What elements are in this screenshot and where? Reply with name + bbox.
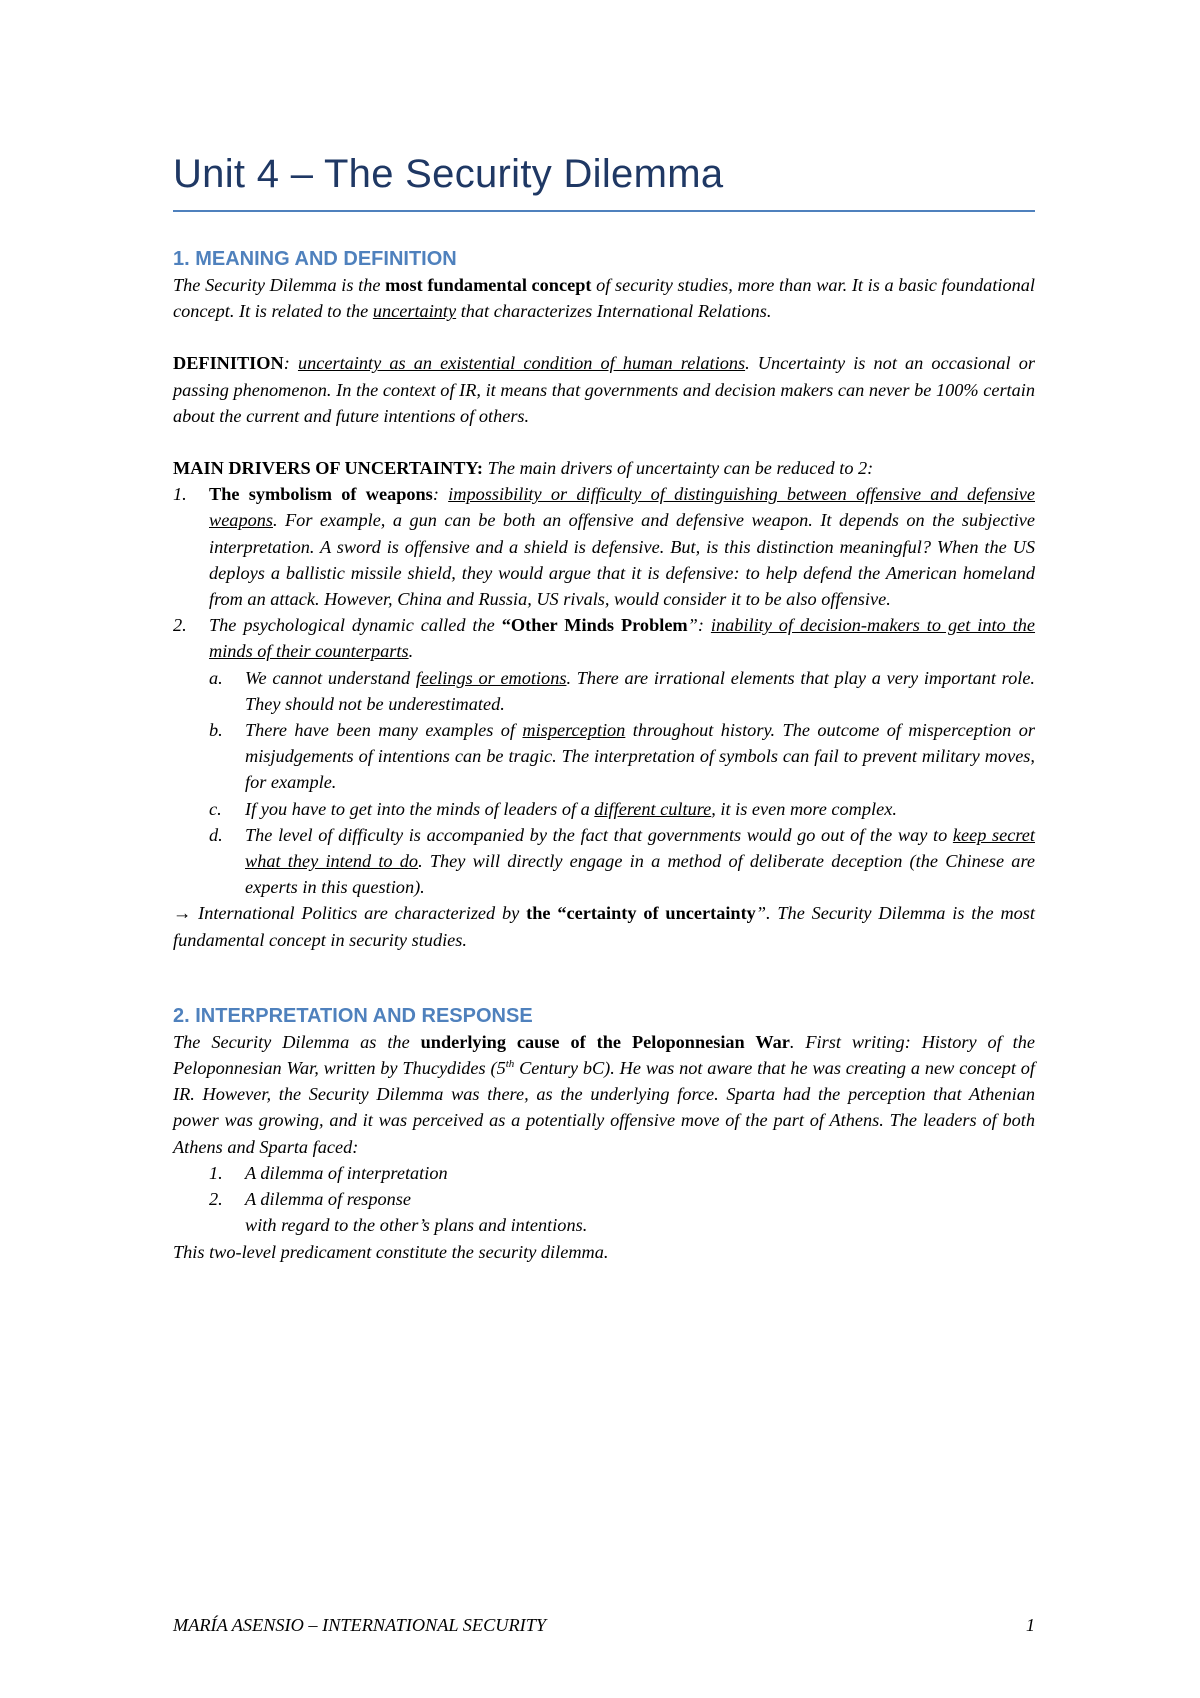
list-number: 1.: [209, 1162, 223, 1183]
sub-c-underlined: different culture: [594, 798, 712, 819]
list-continuation: with regard to the other’s plans and intentions.: [245, 1215, 588, 1236]
list-number: 2.: [173, 615, 187, 636]
item1-rest: . For example, a gun can be both an offensive and defensive weapon. It depends on the subjective interpretation. A sword is offensive and a shield is defensive. But, is this distinction meaningful? When the US deploys a ballistic missile shield, they would argue that it is defensive: to help defend the American homeland from an attack. However, China and Russia, US rivals, would consider it to be also offensive.: [209, 510, 1035, 610]
sub-list-letter: d.: [209, 824, 223, 845]
item1-bold: The symbolism of weapons: [209, 484, 433, 505]
section-2-paragraph: [173, 1029, 1035, 1160]
item2-underlined: inability of decision-makers to get into the minds of their counterparts: [209, 615, 1036, 662]
page-content: [173, 150, 1035, 1265]
section-1-heading: 1. MEANING AND DEFINITION: [173, 248, 457, 270]
s2-text-a: The Security Dilemma as the: [173, 1031, 421, 1052]
item1-colon: :: [432, 484, 449, 505]
list-item-text: A dilemma of response: [245, 1189, 412, 1210]
dilemma-list: [173, 1160, 1035, 1239]
s2-text-d: Century bC). He was not aware that he was creating a new concept of IR. However, the Security Dilemma was there, as the underlying force. Sparta had the perception that Athenian power was growing, and it was perceived as a potentially offensive move of the part of Athens. The leaders of both Athens and Sparta faced:: [173, 1058, 1036, 1157]
sub-list-item: [173, 822, 1035, 901]
list-item-text: A dilemma of interpretation: [245, 1162, 448, 1183]
page-footer: [173, 1612, 1035, 1638]
conclusion-post: ”. The Security Dilemma is the most fundamental concept in security studies.: [173, 903, 1035, 950]
sub-list-letter: c.: [209, 798, 222, 819]
item2-end: .: [408, 641, 414, 662]
item1-underlined: impossibility or difficulty of distinguishing between offensive and defensive weapons: [209, 484, 1035, 531]
list-number: 2.: [209, 1189, 223, 1210]
drivers-paragraph: [173, 455, 1035, 481]
s2-bold: underlying cause of the Peloponnesian War: [420, 1031, 790, 1052]
list-item: [173, 1186, 1035, 1212]
item2-pre: The psychological dynamic called the: [209, 615, 502, 636]
sub-b-pre: There have been many examples of: [245, 720, 523, 741]
section-2-heading: 2. INTERPRETATION AND RESPONSE: [173, 1004, 533, 1027]
conclusion-pre: International Politics are characterized by: [191, 903, 527, 924]
sub-list-letter: b.: [209, 720, 223, 741]
list-item: [173, 612, 1035, 664]
definition-colon: :: [283, 353, 298, 374]
sub-d-underlined: keep secret what they intend to do: [245, 824, 1035, 872]
page-number: 1: [1025, 1615, 1035, 1635]
section-2-closing: This two-level predicament constitute the security dilemma.: [173, 1241, 609, 1262]
sub-a-pre: We cannot understand: [245, 667, 416, 688]
arrow-right-icon: →: [173, 903, 192, 924]
drivers-label: MAIN DRIVERS OF UNCERTAINTY:: [173, 458, 483, 479]
item2-post: ”:: [687, 615, 711, 636]
sub-a-post: . There are irrational elements that play a very important role. They should not be underestimated.: [245, 667, 1035, 714]
sub-c-pre: If you have to get into the minds of leaders of a: [245, 798, 595, 819]
sub-d-pre: The level of difficulty is accompanied by the fact that governments would go out of the way to: [245, 824, 953, 845]
intro-underlined: uncertainty: [372, 301, 457, 322]
definition-rest: . Uncertainty is not an occasional or passing phenomenon. In the context of IR, it means that governments and decision makers can never be 100% certain about the current and future intentions of others.: [173, 353, 1035, 426]
conclusion-bold: the “certainty of uncertainty: [526, 903, 756, 924]
sub-list-item: [173, 665, 1035, 717]
list-item: [173, 481, 1035, 612]
sub-b-underlined: misperception: [522, 720, 626, 741]
sub-a-underlined: feelings or emotions: [415, 667, 567, 688]
intro-text-c: of security studies, more than war. It is a basic foundational concept. It is related to the: [173, 275, 1035, 322]
page-title: Unit 4 – The Security Dilemma: [173, 152, 724, 196]
intro-text-e: that characterizes International Relations.: [456, 301, 772, 322]
definition-label: DEFINITION: [173, 353, 284, 374]
intro-bold: most fundamental concept: [385, 275, 592, 295]
sub-b-post: throughout history. The outcome of misperception or misjudgements of intentions can be tragic. The interpretation of symbols can fail to prevent military moves, for example.: [245, 720, 1035, 793]
sub-d-post: . They will directly engage in a method of deliberate deception (the Chinese are experts in this question).: [245, 851, 1035, 898]
section-1-intro: [173, 272, 1035, 324]
footer-label: MARÍA ASENSIO – INTERNATIONAL SECURITY: [173, 1615, 547, 1635]
item2-bold: “Other Minds Problem: [501, 615, 688, 636]
list-number: 1.: [173, 484, 187, 505]
sub-c-post: , it is even more complex.: [711, 798, 897, 819]
intro-text-a: The Security Dilemma is the: [173, 275, 386, 295]
sub-list-item: [173, 796, 1035, 822]
list-item: [173, 1160, 1035, 1186]
drivers-text: The main drivers of uncertainty can be reduced to 2:: [483, 458, 874, 479]
s2-text-c: . First writing: History of the Peloponnesian War, written by Thucydides (5: [173, 1031, 1035, 1079]
sub-list-item: [173, 717, 1035, 796]
drivers-list: [173, 481, 1035, 900]
sub-list-letter: a.: [209, 667, 223, 688]
conclusion-paragraph: [173, 900, 1035, 952]
definition-paragraph: [173, 350, 1035, 429]
s2-superscript: th: [505, 1057, 515, 1070]
definition-underlined: uncertainty as an existential condition of human relations: [297, 353, 746, 374]
